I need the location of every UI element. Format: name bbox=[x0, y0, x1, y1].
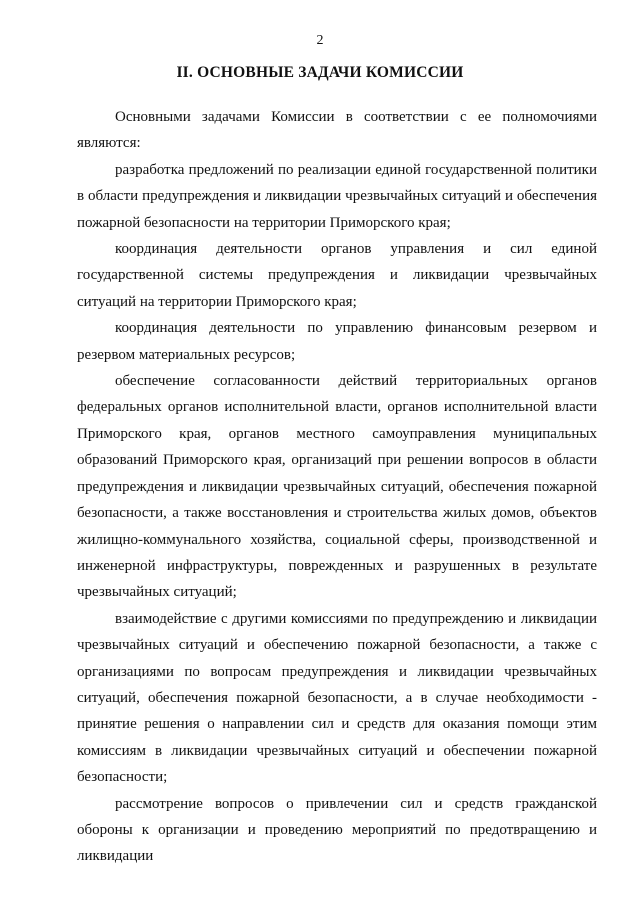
paragraph-task-civil-defense: рассмотрение вопросов о привлечении сил и средств гражданской обороны к организации и проведению мероприятий по предотвращению и ликвидации bbox=[77, 795, 597, 865]
paragraph-task-reserves: координация деятельности по управлению финансовым резервом и резервом материальных ресурсов; bbox=[77, 320, 597, 363]
paragraph-task-policy: разработка предложений по реализации единой государственной политики в области предупреждения и ликвидации чрезвычайных ситуаций и обеспечения пожарной безопасности на территории Приморского края; bbox=[77, 161, 597, 231]
section-heading: II. ОСНОВНЫЕ ЗАДАЧИ КОМИССИИ bbox=[176, 64, 464, 81]
document-body bbox=[77, 104, 597, 870]
page-number: 2 bbox=[316, 33, 324, 48]
paragraph-task-coordination-forces: координация деятельности органов управления и сил единой государственной системы предупреждения и ликвидации чрезвычайных ситуаций на территории Приморского края; bbox=[77, 241, 597, 310]
paragraph-task-consistency: обеспечение согласованности действий территориальных органов федеральных органов исполнительной власти, органов исполнительной власти Приморского края, органов местного самоуправления муниципальных образований Приморского края, организаций при решении вопросов в области предупреждения и ликвидации чрезвычайных ситуаций, обеспечения пожарной безопасности, а также восстановления и строительства жилых домов, объектов жилищно-коммунального хозяйства, социальной сферы, производственной и инженерной инфраструктуры, поврежденных и разрушенных в результате чрезвычайных ситуаций; bbox=[77, 373, 597, 601]
paragraph-task-interaction: взаимодействие с другими комиссиями по предупреждению и ликвидации чрезвычайных ситуаций и обеспечению пожарной безопасности, а также с организациями по вопросам предупреждения и ликвидации чрезвычайных ситуаций, обеспечения пожарной безопасности, а в случае необходимости - принятие решения о направлении сил и средств для оказания помощи этим комиссиям в ликвидации чрезвычайных ситуаций и обеспечении пожарной безопасности; bbox=[77, 610, 597, 786]
paragraph-intro: Основными задачами Комиссии в соответствии с ее полномочиями являются: bbox=[77, 109, 597, 152]
